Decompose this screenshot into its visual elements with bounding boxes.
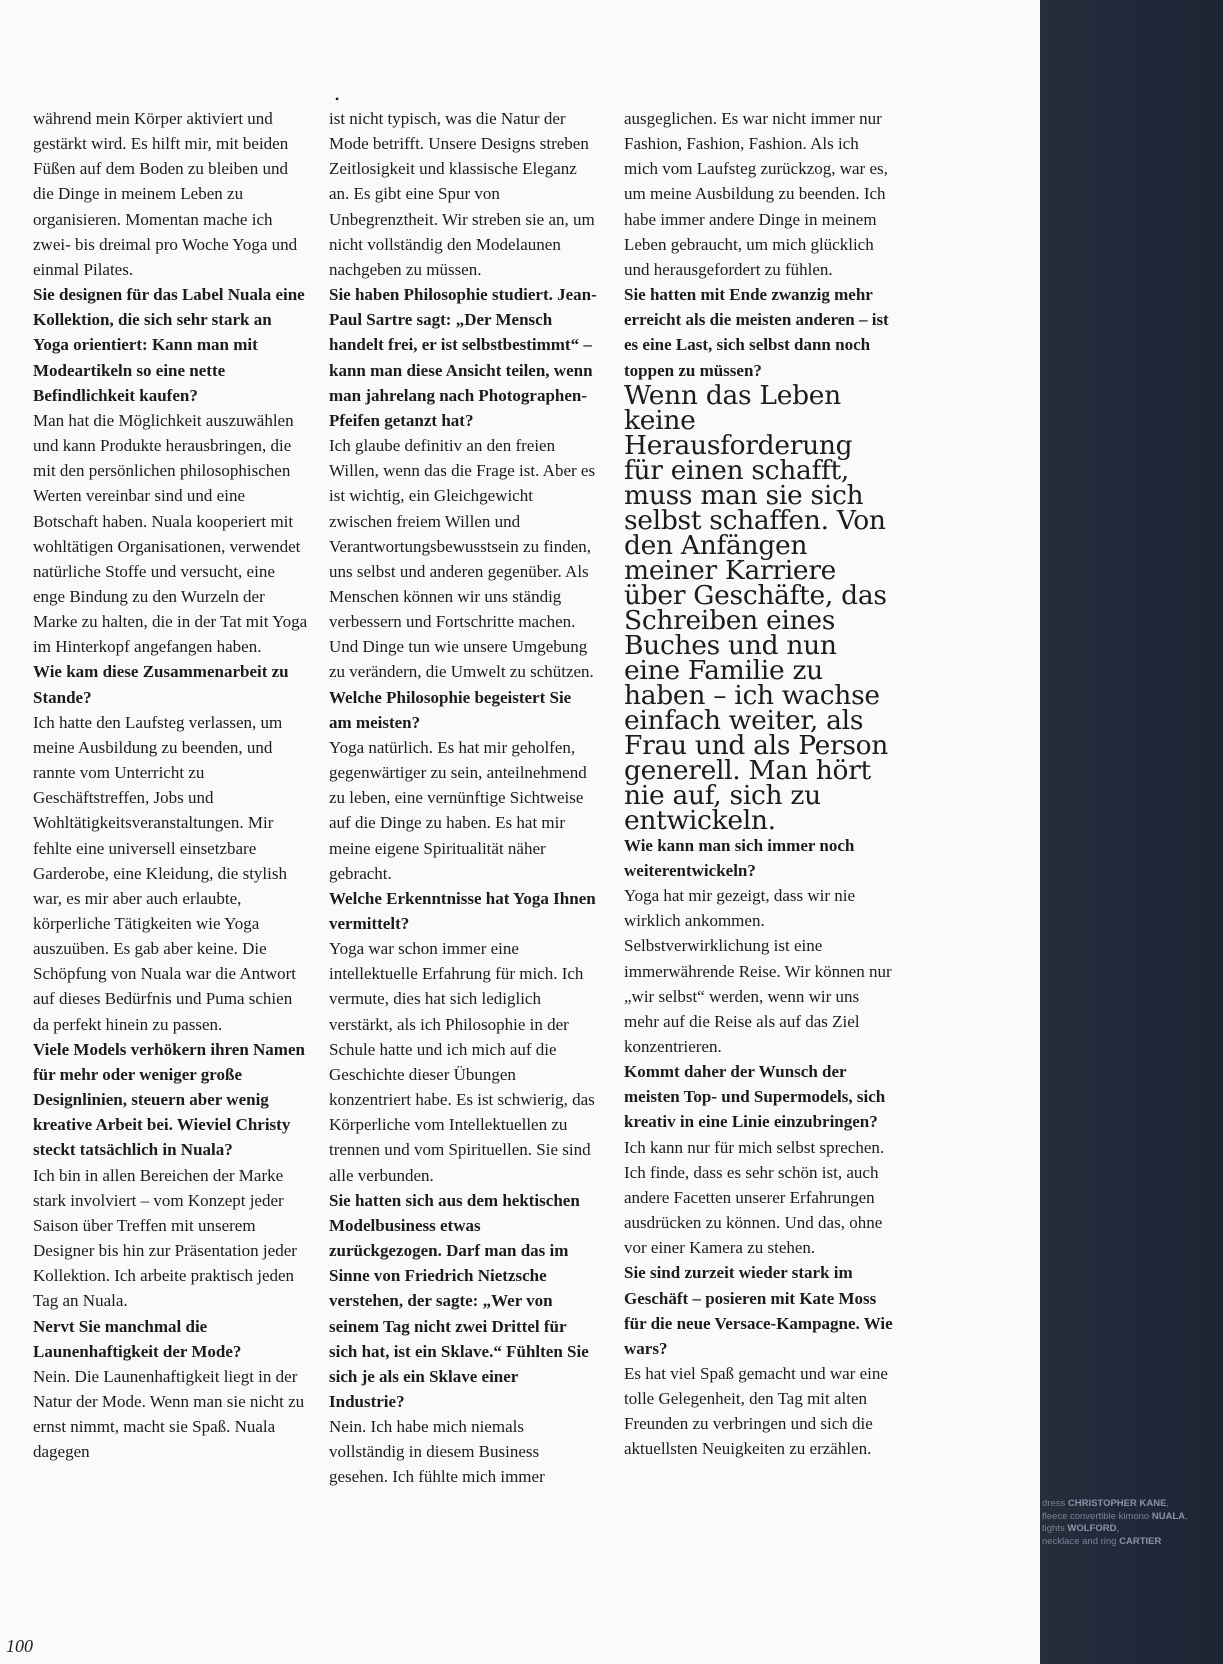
question-heading: Sie haben Philosophie studiert. Jean-Paul Sartre sagt: „Der Mensch handelt frei, er ist selbstbestimmt“ – kann man diese Ansicht teilen, wenn man jahrelang nach Photographen-Pfeifen getanzt hat? bbox=[329, 285, 597, 430]
answer-paragraph: Ich glaube definitiv an den freien Willen, wenn das die Frage ist. Aber es ist wichtig, ein Gleichgewicht zwischen freiem Willen und Verantwortungsbewusstsein zu finden, uns selbst und anderen gegenüber. Als Menschen können wir uns ständig verbessern und Fortschritte machen. Und Dinge tun wie unsere Umgebung zu verändern, die Umwelt zu schützen. bbox=[329, 436, 596, 682]
answer-paragraph: Ich kann nur für mich selbst sprechen. Ich finde, dass es sehr schön ist, auch andere Facetten unserer Erfahrungen ausdrücken zu können. Und das, ohne vor einer Kamera zu stehen. bbox=[624, 1137, 885, 1258]
pull-quote: Wenn das Leben keine Herausforderung für einen schafft, muss man sie sich selbst schaffen. Von den Anfängen meiner Karriere über Geschäfte, das Schreiben eines Buches und nun eine Familie zu haben – ich wachse einfach weiter, als Frau und als Person generell. Man hört nie auf, sich zu entwickeln. bbox=[624, 379, 889, 836]
answer-paragraph: Yoga natürlich. Es hat mir geholfen, gegenwärtiger zu sein, anteilnehmend zu leben, eine vernünftige Sichtweise auf die Dinge zu haben. Es hat mir meine eigene Spiritualität näher gebracht. bbox=[329, 737, 587, 883]
answer-paragraph: Es hat viel Spaß gemacht und war eine tolle Gelegenheit, den Tag mit alten Freunden zu verbringen und sich die aktuellsten Neuigkeiten zu erzählen. bbox=[624, 1364, 888, 1459]
credit-brand: WOLFORD bbox=[1067, 1523, 1117, 1534]
question-heading: Sie sind zurzeit wieder stark im Geschäft – posieren mit Kate Moss für die neue Versace-Kampagne. Wie wars? bbox=[624, 1263, 893, 1358]
credit-brand: NUALA bbox=[1151, 1510, 1186, 1522]
question-heading: Kommt daher der Wunsch der meisten Top- und Supermodels, sich kreativ in eine Linie einzubringen? bbox=[624, 1062, 886, 1132]
question-heading: Welche Philosophie begeistert Sie am meisten? bbox=[329, 687, 572, 732]
question-heading: Viele Models verhökern ihren Namen für mehr oder weniger große Designlinien, steuern aber wenig kreative Arbeit bei. Wieviel Christy steckt tatsächlich in Nuala? bbox=[33, 1039, 305, 1160]
question-heading: Nervt Sie manchmal die Launenhaftigkeit der Mode? bbox=[33, 1316, 242, 1361]
photo-edge-band bbox=[1040, 0, 1223, 1664]
question-heading: Sie hatten sich aus dem hektischen Modelbusiness etwas zurückgezogen. Darf man das im Sinne von Friedrich Nietzsche verstehen, der sagte: „Wer von seinem Tag nicht zwei Drittel für sich hat, ist ein Sklave.“ Fühlten Sie sich je als ein Sklave einer Industrie? bbox=[329, 1190, 589, 1411]
answer-paragraph: Yoga war schon immer eine intellektuelle Erfahrung für mich. Ich vermute, dies hat sich lediglich verstärkt, als ich Philosophie in der Schule hatte und ich mich auf die Geschichte dieser Übungen konzentriert habe. Es ist schwierig, das Körperliche vom Intellektuellen zu trennen und vom Spirituellen. Sie sind alle verbunden. bbox=[329, 939, 595, 1185]
credit-line: dress CHRISTOPHER KANE, bbox=[1042, 1498, 1170, 1509]
photo-credits bbox=[1042, 1498, 1223, 1548]
text-column-3 bbox=[624, 106, 896, 1462]
answer-paragraph: Ich bin in allen Bereichen der Marke stark involviert – vom Konzept jeder Saison über Treffen mit unserem Designer bis hin zur Präsentation jeder Kollektion. Ich arbeite praktisch jeden Tag an Nuala. bbox=[33, 1165, 297, 1311]
question-heading: Sie designen für das Label Nuala eine Kollektion, die sich sehr stark an Yoga orientiert: Kann man mit Modeartikeln so eine nette Befindlichkeit kaufen? bbox=[33, 285, 305, 405]
question-heading: Welche Erkenntnisse hat Yoga Ihnen vermittelt? bbox=[329, 888, 596, 933]
question-heading: Wie kann man sich immer noch weiterentwickeln? bbox=[624, 835, 855, 880]
credit-item: fleece convertible kimono bbox=[1042, 1510, 1150, 1522]
answer-paragraph: Nein. Ich habe mich niemals vollständig in diesem Business gesehen. Ich fühlte mich immer bbox=[329, 1417, 545, 1487]
answer-paragraph: während mein Körper aktiviert und gestärkt wird. Es hilft mir, mit beiden Füßen auf dem Boden zu bleiben und die Dinge in meinem Leben zu organisieren. Momentan mache ich zwei- bis dreimal pro Woche Yoga und einmal Pilates. bbox=[33, 109, 298, 279]
credit-item: dress bbox=[1042, 1498, 1066, 1509]
answer-paragraph: Nein. Die Launenhaftigkeit liegt in der Natur der Mode. Wenn man sie nicht zu ernst nimmt, macht sie Spaß. Nuala dagegen bbox=[33, 1366, 305, 1462]
question-heading: Sie hatten mit Ende zwanzig mehr erreicht als die meisten anderen – ist es eine Last, sich selbst dann noch toppen zu müssen? bbox=[624, 285, 889, 380]
credit-item: necklace and ring bbox=[1042, 1535, 1117, 1547]
credit-line: fleece convertible kimono NUALA, bbox=[1042, 1510, 1188, 1522]
answer-paragraph: ist nicht typisch, was die Natur der Mode betrifft. Unsere Designs streben Zeitlosigkeit und klassische Eleganz an. Es gibt eine Spur von Unbegrenztheit. Wir streben sie an, um nicht vollständig den Modelaunen nachgeben zu müssen. bbox=[329, 109, 595, 279]
ink-dot: • bbox=[335, 92, 340, 106]
answer-paragraph: Ich hatte den Laufsteg verlassen, um meine Ausbildung zu beenden, und rannte vom Unterricht zu Geschäftstreffen, Jobs und Wohltätigkeitsveranstaltungen. Mir fehlte eine universell einsetzbare Garderobe, eine Kleidung, die stylish war, es mir aber auch erlaubte, körperliche Tätigkeiten wie Yoga auszuüben. Es gab aber keine. Die Schöpfung von Nuala war die Antwort auf dieses Bedürfnis und Puma schien da perfekt hinein zu passen. bbox=[33, 712, 296, 1034]
credit-item: tights bbox=[1042, 1523, 1065, 1534]
answer-paragraph: ausgeglichen. Es war nicht immer nur Fashion, Fashion, Fashion. Als ich mich vom Laufsteg zurückzog, war es, um meine Ausbildung zu beenden. Ich habe immer andere Dinge in meinem Leben gebraucht, um mich glücklich und herausgefordert zu fühlen. bbox=[624, 109, 888, 279]
page-number: 100 bbox=[6, 1636, 33, 1656]
question-heading: Wie kam diese Zusammenarbeit zu Stande? bbox=[33, 662, 289, 707]
answer-paragraph: Yoga hat mir gezeigt, dass wir nie wirklich ankommen. Selbstverwirklichung ist eine immerwährende Reise. Wir können nur „wir selbst“ werden, wenn wir uns mehr auf die Reise als auf das Ziel konzentrieren. bbox=[624, 886, 892, 1056]
credit-line bbox=[1042, 1536, 1223, 1549]
credit-brand: CHRISTOPHER KANE bbox=[1067, 1498, 1167, 1509]
answer-paragraph: Man hat die Möglichkeit auszuwählen und kann Produkte herausbringen, die mit den persönlichen philosophischen Werten vereinbar sind und eine Botschaft haben. Nuala kooperiert mit wohltätigen Organisationen, verwendet natürliche Stoffe und versucht, eine enge Bindung zu den Wurzeln der Marke zu halten, die in der Tat mit Yoga im Hinterkopf angefangen haben. bbox=[33, 410, 308, 657]
text-column-2 bbox=[329, 106, 597, 1490]
credit-brand: CARTIER bbox=[1119, 1535, 1162, 1547]
credit-line: tights WOLFORD, bbox=[1042, 1523, 1120, 1534]
text-column-1 bbox=[33, 106, 308, 1464]
